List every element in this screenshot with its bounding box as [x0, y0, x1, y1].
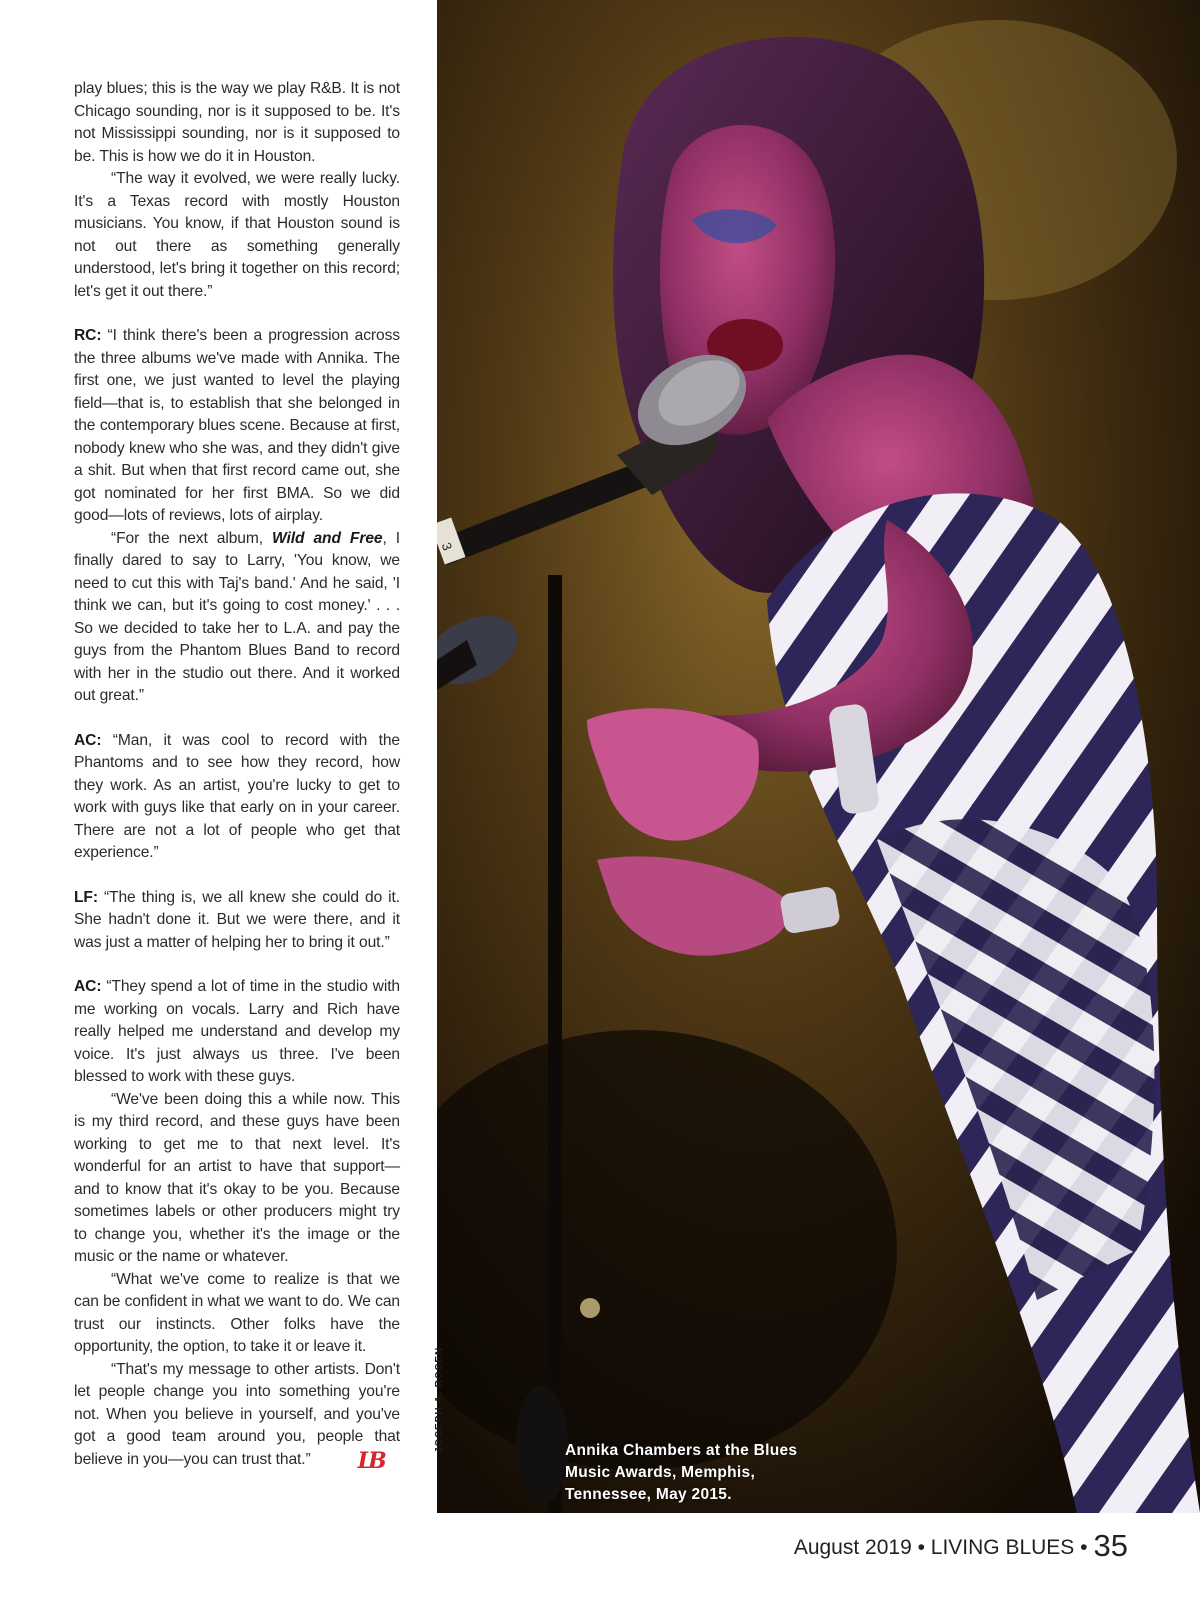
album-title: Wild and Free	[272, 529, 383, 547]
speaker-label: LF:	[74, 888, 98, 906]
performance-photo	[437, 0, 1200, 1513]
article-paragraph	[74, 168, 400, 303]
speaker-label: AC:	[74, 731, 102, 749]
article-paragraph	[74, 1359, 400, 1472]
article-paragraph	[74, 78, 400, 168]
mic-tag-number: 3	[438, 540, 456, 553]
paragraph-text: “The way it evolved, we were really lucky. It's a Texas record with mostly Houston musicians. You know, if that Houston sound is not out there as something generally understood, let's bring it together on this record; let's get it out there.”	[74, 170, 400, 300]
paragraph-text: “They spend a lot of time in the studio with me working on vocals. Larry and Rich have really helped me understand and develop my voice. It's just always us three. I've been blessed to work with these guys.	[74, 978, 401, 1085]
mic-stand-clip	[516, 1385, 568, 1505]
article-paragraph	[74, 976, 400, 1089]
article-paragraph	[74, 528, 400, 708]
photo-credit-text: JOSEPH A. ROSEN	[434, 1346, 445, 1453]
article-column	[74, 78, 401, 1474]
paragraph-text: “Man, it was cool to record with the Phantoms and to see how they record, how they work. As an artist, you're lucky to get to work with guys like that early on in your career. There are not a lot of people who get that experience.”	[74, 731, 400, 861]
paragraph-text: play blues; this is the way we play R&B. It is not Chicago sounding, nor is it supposed to be. It's not Mississippi sounding, nor is it supposed to be. This is how we do it in Houston.	[74, 80, 400, 165]
living-blues-end-mark: LB	[357, 1447, 382, 1474]
speaker-label: RC:	[74, 327, 102, 344]
speaker-label: AC:	[74, 978, 102, 995]
article-paragraph	[74, 887, 400, 955]
photo-caption: Annika Chambers at the Blues Music Awards, Memphis, Tennessee, May 2015.	[565, 1442, 798, 1503]
paragraph-text: “What we've come to realize is that we can be confident in what we want to do. We can trust our instincts. Other folks have the opportunity, the option, to take it or leave it.	[74, 1270, 400, 1355]
page-footer	[794, 1528, 1128, 1564]
paragraph-text: “I think there's been a progression across the three albums we've made with Annika. The first one, we just wanted to level the playing field—that is, to establish that she belonged in the contemporary blues scene. Because at first, nobody knew who she was, and they didn't give a shit. But when that first record came out, she got nominated for her first BMA. So we did good—lots of reviews, lots of airplay.	[74, 327, 400, 524]
article-paragraph	[74, 730, 400, 865]
singer-photo-illustration	[437, 0, 1200, 1513]
paragraph-text: , I finally dared to say to Larry, 'You know, we need to cut this with Taj's band.' And he said, 'I think we can, but it's going to cost money.' . . . So we decided to take her to L.A. and pay the guys from the Phantom Blues Band to record with her in the studio out there. And it worked out great.”	[74, 529, 400, 704]
paragraph-text: “That's my message to other artists. Don't let people change you into something you're not. When you believe in yourself, and you've got a good team around you, people that believe in you—you can trust that.”	[74, 1360, 400, 1468]
stage-light-dot	[580, 1298, 600, 1318]
article-paragraph	[74, 1269, 400, 1359]
issue-label: August 2019 • LIVING BLUES •	[793, 1536, 1088, 1559]
page-number: 35	[1093, 1528, 1128, 1563]
paragraph-text: “We've been doing this a while now. This is my third record, and these guys have been working to get me to that next level. It's wonderful for an artist to have that support—and to know that it's okay to be you. Because sometimes labels or other producers might try to change you, whether it's the image or the music or the name or whatever.	[74, 1090, 400, 1265]
paragraph-text: “The thing is, we all knew she could do it. She hadn't done it. But we were there, and it was just a matter of helping her to bring it out.”	[74, 888, 400, 951]
paragraph-text: “For the next album,	[111, 529, 273, 547]
article-paragraph	[74, 325, 400, 528]
article-paragraph	[74, 1089, 400, 1269]
